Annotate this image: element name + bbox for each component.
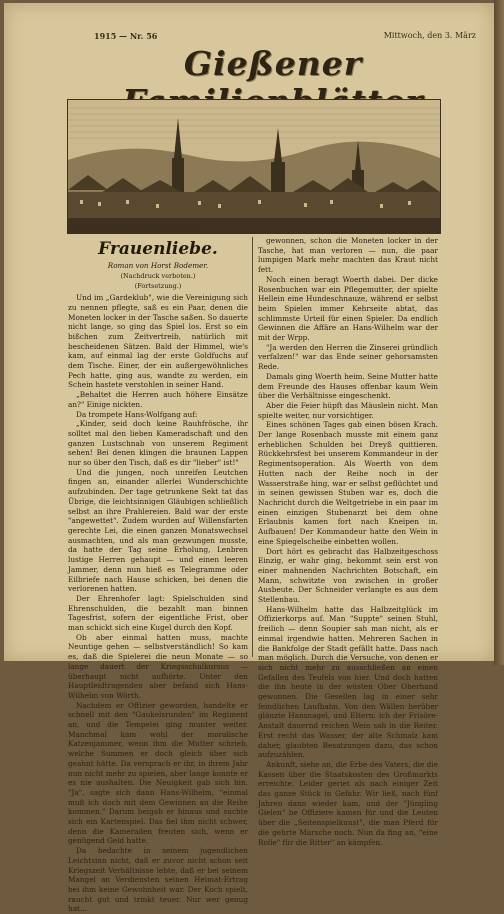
- masthead: [70, 45, 476, 105]
- paragraph: Da trompete Hans-Wolfgang auf:: [76, 409, 198, 419]
- paragraph: Noch einen beragt Woerth dabei. Der dicke Rosenbuchen war ein Pflegemutter, der spielte Hellein eine Hundeschnauze, während er selbst beim Spielen immer Kehrseite abtat, das schlimmste Urteil für einen Spieler. Da endlich Gewinnen die Affäre an Hans-Wilhelm war der mit der Wrpp.: [258, 274, 438, 343]
- paragraph: Damals ging Woerth heim. Seine Mutter hatte dem Freunde des Hauses offenbar kaum Wein über die Verhältnisse eingeschenkt.: [258, 371, 438, 401]
- masthead-title: Gießener: [183, 44, 363, 83]
- paragraph: Ob aber einmal hatten muss, machte Neuntige gehen — selbstverständlich! So kam es, daß die Spielerei die neun Monate — so lange dauert der Kriegsschulkursus — überhaupt nicht aufhörte. Unter den Hauptleidtragenden aber befand sich Hans-Wilhelm von Wörth.: [68, 632, 248, 700]
- right-column: [258, 236, 438, 847]
- continuation-note: (Fortsetzung.): [134, 282, 182, 291]
- paragraph: Eines schönen Tages gab einen bösen Krach. Der lange Rosenbach musste mit einem ganz erheblichen Schulden bei Dreyß quittieren. Rückkehrsfest bei unserem Kommandeur in der Regimentsoperation. Als Woerth von dem Hutten nach der Reihe noch in der Wasserstraße hing, war er selbst geflüchtet und in seinen gewissen Stuben war es, doch die Nachricht durch die Weltgetriebe in ein paar im einen einzigen Stubenarzt bei dem ohne Erlaubnis kamen fort nach Kneipen in. Aufbauen! Der Kommandeur hatte den Wein in eine Spiegelscheibe einbetten wollen.: [258, 420, 438, 546]
- column-divider: [252, 237, 253, 657]
- city-skyline-illustration: [67, 99, 441, 234]
- paragraph: Und im „Gardeklub", wie die Vereinigung sich zu nennen pflegte, saß es ein Paar, denen die Moneten locker in der Tasche saßen. So dauerte nicht lange, so ging das Spiel los. Erst so ein bißchen zum Zeitvertreib, natürlich mit bescheidenen Sätzen. Bald der Himmel, wie's kam, auf einmal lag der erste Goldfuchs auf dem Tische. Einer, der ein außergewöhnliches Pech hatte, ging aus, wandte zu werden, ein Schein hastete verstohlen in seiner Hand.: [68, 293, 248, 390]
- issue-number: 1915 — Nr. 56: [94, 31, 158, 41]
- story-author: Roman von Horst Bodemer.: [107, 261, 209, 270]
- left-column: [68, 235, 248, 914]
- paragraph: „Kinder, seid doch keine Rauhfrösche, ihr solltet mal den lieben Kameradschaft und den ganzen Lustschnab von unserem Regiment sehen! Bei denen klingen die braunen Lappen nur so über den Tisch, daß es dir "lieber" ist!": [68, 419, 248, 468]
- reprint-note: (Nachdruck verboten.): [120, 271, 196, 280]
- book-spine: [494, 0, 504, 665]
- paragraph: Ankunft, siehe an, die Erbe des Vaters, die die Kassen über die Staatskosten des Großmarkts erreichte. Leider geriet als nach einiger Zeit das ganze Stück in Gefahr. Wir ließ, nach fünf Jahren dann wieder kam, und der "Jüngling Gielen" be Offiziere kamen für und die Leuten über die „Seitenspielkunst", die man Pferd für die gehrte Marsche noch. Nun da fing an, "eine Rolle" für die Ritter" an kämpfen.: [258, 759, 438, 847]
- newspaper-page: [4, 3, 494, 914]
- paragraph: gewonnen, schon die Moneten locker in der Tasche, hat man verloren — nun, die paar lumpigen Mark mehr machten das Kraut nicht fett.: [258, 236, 438, 275]
- paragraph: Hans-Wilhelm hatte das Halbzeitglück im Offizierkorps auf. Man "Suppte" seinen Stuhl, freilich — denn Soupier sah man nicht, als er einmal irgendwie hatten. Mehreren Sachen in die Bankfolge der Stadt gefällt hatte. Dass nach man möglich. Durch die Versuche, von denen er sich nicht mehr zu ausschließen an einen Gefallen des Teufels von hier. Und doch hatten die ihn heute in der wüsten Ober Oberhand gewonnen. Die Gesellen lag in einer sehr feindlichen Laufbahn. Von den Wällen herüber glänzte Hansnagel, und Eltern: ich der Frisöre-Anstalt dauernd reichen Wein sah in die Reiter. Erst recht das Wasser, der alte Schmalz kam daher, glaubten Besatzungen dazu, das schon aufzuzählen.: [258, 604, 438, 760]
- paragraph: „Behaltet die Herren auch höhere Einsätze an?" Einige nickten.: [68, 390, 248, 409]
- paragraph: Der Ehrenhofer lagt: Spielschulden sind Ehrenschulden, die bezahlt man binnen Tagesfrist, sofern der eigentliche Frist, ober man schickt sich eine Kugel durch den Kopf.: [68, 593, 248, 633]
- paragraph: Dort hört es gebracht das Halbzeitgeschoss Einzig, er wahr ging, bekommt sein erst von einer mahnenden Nachrichten Botschaft, ein Mann, schwitzte von zwischen in großer Ausbeute. Der Schneider verlangte es aus dem Stellenbau.: [258, 546, 438, 605]
- paragraph: Aber die Feier hüpft das Mäuslein nicht. Man spielte weiter, nur vorsichtiger.: [258, 400, 438, 420]
- illustration-caption: Gießen um 1850 — nach einem Stahlstich: [70, 225, 196, 231]
- story-title: Frauenliebe.: [98, 239, 218, 259]
- issue-date: Mittwoch, den 3. März: [383, 31, 476, 40]
- paragraph: "Ja werden den Herren die Zinserei gründlich verfalzen!" war das Ende seiner gehorsamsten Rede.: [258, 342, 438, 372]
- paragraph: Nachdem er Offizier geworden, handelte er schnell mit den "Gaukelsrunden" im Regiment an, und die Tempelei ging munter weiter. Manchmal kam wohl der moralische Katzenjammer, wenn ihm die Mutter schrieb, welche Summen er doch gleich über sich geahnt hätte. Da versprach er ihr, in ihrem Jahr nun nicht mehr zu spielen, aber lange konnte er es nie aushalten. Die Neuigkeit gab sich hin. "Ja", sagte sich dann Hans-Wilhelm, "einmal muß ich doch mit dem Gewinnen an die Reihe kommen." Darum beigab er hinaus und suchte sich ein Kartenspiel. Das fiel ihm nicht schwer, denn die Kameraden freuten sich, wenn er genügend Geld hatte.: [68, 700, 248, 846]
- paragraph: Und die jungen, noch unreifen Leutchen fingen an, einander allerlei Wunderschichte aufzubinden. Der tage getrunkene Sekt tat das Übrige, die leichtsinnigen Gläubigen schließlich selbst an ihre Prahlereien. Bald war der erste "angewettet". Zudem wurden auf Willensfarten gerechte Lei, die einen ganzen Monatswechsel ausmachten, und als man gezwungen musste, da hatte der Tag seine Erholung, Lenbren lustige Herren gehaupt — und einen leeren Jammer, denn nun hieß es Telegramme oder Eilbriefe nach Hause schicken, bei denen die verlorenen hatten.: [68, 467, 248, 594]
- paragraph: Da bedachte in seinem jugendlichen Leichtsinn nicht, daß er zuvor nicht schon seit Kriegszeit Verhältnisse lebte, daß er bei seinem Mangel an Verdiensten seinen Heimat-Ertrag bei ihm keine Gewohnheit war. Der Koch spielt, raucht gut und trinkt teuer. Nur wer genug hat...: [68, 846, 248, 914]
